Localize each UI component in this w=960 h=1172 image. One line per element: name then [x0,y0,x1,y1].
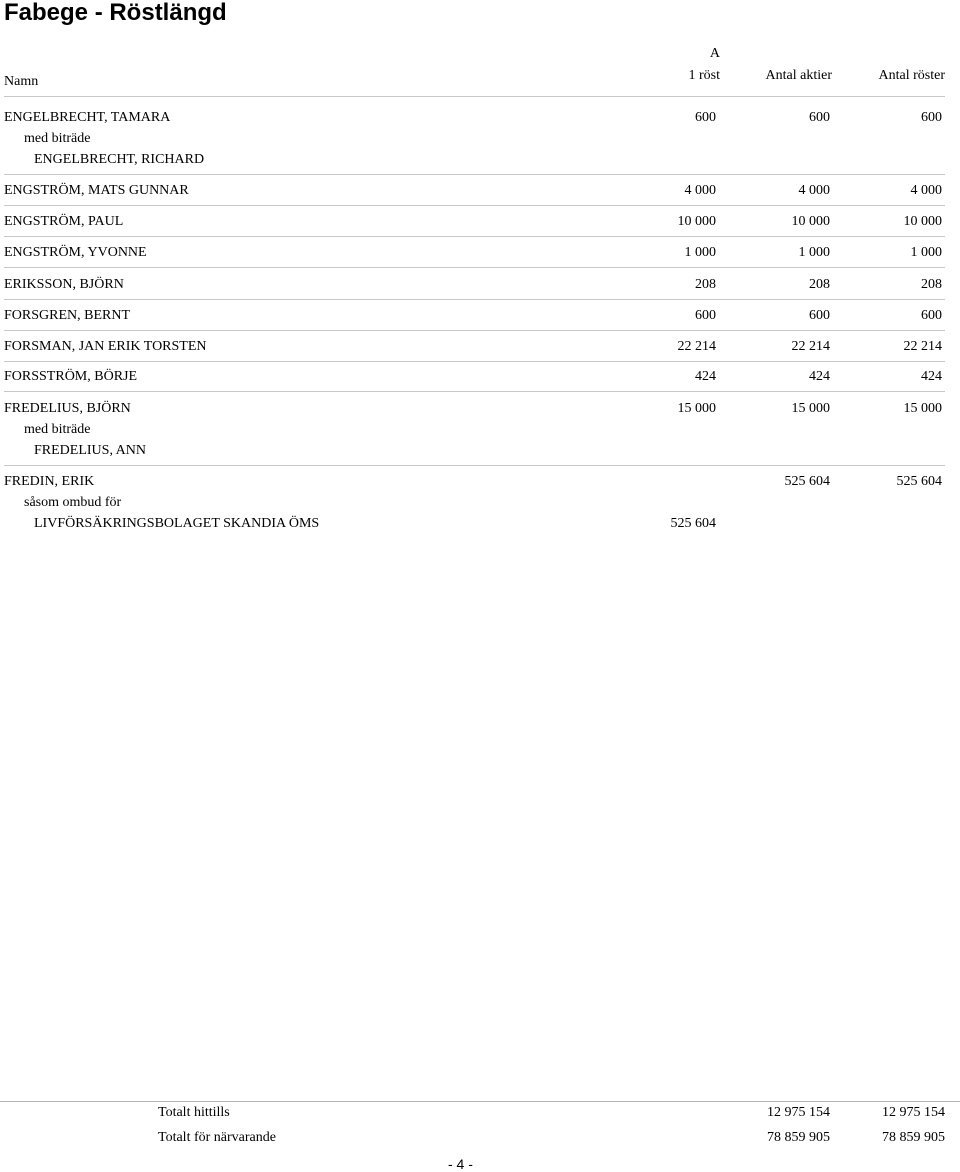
voter-name: FREDELIUS, BJÖRN [4,401,131,416]
row-divider [4,205,945,206]
col-votes-header: Antal röster [878,68,945,83]
shares-value: 4 000 [798,183,830,198]
voter-name: FORSMAN, JAN ERIK TORSTEN [4,339,207,354]
row-divider [4,299,945,300]
votes-a-value: 424 [695,369,716,384]
total-present-label: Totalt för närvarande [158,1130,276,1145]
row-divider [4,267,945,268]
page-number: - 4 - [448,1156,473,1172]
row-divider [4,330,945,331]
col-name-header: Namn [4,74,39,89]
shares-value: 525 604 [784,474,830,489]
votes-value: 4 000 [910,183,942,198]
voter-name: FREDIN, ERIK [4,474,95,489]
voter-name: FORSGREN, BERNT [4,308,131,323]
votes-value: 600 [921,308,942,323]
votes-a-value: 208 [695,277,716,292]
votes-a-value: 15 000 [677,401,716,416]
page-title: Fabege - Röstlängd [4,0,227,26]
representation-type: med biträde [24,131,91,146]
votes-value: 600 [921,110,942,125]
votes-value: 208 [921,277,942,292]
votes-a-value: 600 [695,308,716,323]
col-a-header-top: A [709,46,720,61]
representative-name: ENGELBRECHT, RICHARD [34,152,205,167]
shares-value: 208 [809,277,830,292]
votes-value: 424 [921,369,942,384]
votes-a-value: 1 000 [684,245,716,260]
row-divider [4,391,945,392]
shares-value: 15 000 [791,401,830,416]
voter-name: ENGSTRÖM, YVONNE [4,245,147,260]
shares-value: 1 000 [798,245,830,260]
votes-a-value: 600 [695,110,716,125]
shares-value: 600 [809,110,830,125]
total-found-label: Totalt hittills [158,1105,230,1120]
votes-value: 10 000 [903,214,942,229]
shares-value: 10 000 [791,214,830,229]
votes-a-value: 22 214 [677,339,716,354]
voter-name: ENGSTRÖM, PAUL [4,214,124,229]
voter-name: ENGSTRÖM, MATS GUNNAR [4,183,189,198]
total-present-shares: 78 859 905 [767,1130,830,1145]
footer-divider [0,1101,960,1102]
row-divider [4,361,945,362]
votes-value: 15 000 [903,401,942,416]
voter-name: ERIKSSON, BJÖRN [4,277,124,292]
votes-a-value: 4 000 [684,183,716,198]
representative-name: LIVFÖRSÄKRINGSBOLAGET SKANDIA ÖMS [34,516,320,531]
shares-value: 600 [809,308,830,323]
votes-a-value: 10 000 [677,214,716,229]
shares-value: 424 [809,369,830,384]
total-found-votes: 12 975 154 [882,1105,945,1120]
shares-value: 22 214 [791,339,830,354]
representation-type: såsom ombud för [24,495,122,510]
voter-name: FORSSTRÖM, BÖRJE [4,369,138,384]
votes-value: 1 000 [910,245,942,260]
row-divider [4,236,945,237]
header-divider [4,96,945,97]
col-shares-header: Antal aktier [765,68,832,83]
votes-value: 22 214 [903,339,942,354]
total-present-votes: 78 859 905 [882,1130,945,1145]
total-found-shares: 12 975 154 [767,1105,830,1120]
voter-name: ENGELBRECHT, TAMARA [4,110,171,125]
votes-value: 525 604 [896,474,942,489]
represented-votes-a-value: 525 604 [670,516,716,531]
row-divider [4,174,945,175]
representative-name: FREDELIUS, ANN [34,443,147,458]
col-a-header-bottom: 1 röst [688,68,720,83]
representation-type: med biträde [24,422,91,437]
row-divider [4,465,945,466]
